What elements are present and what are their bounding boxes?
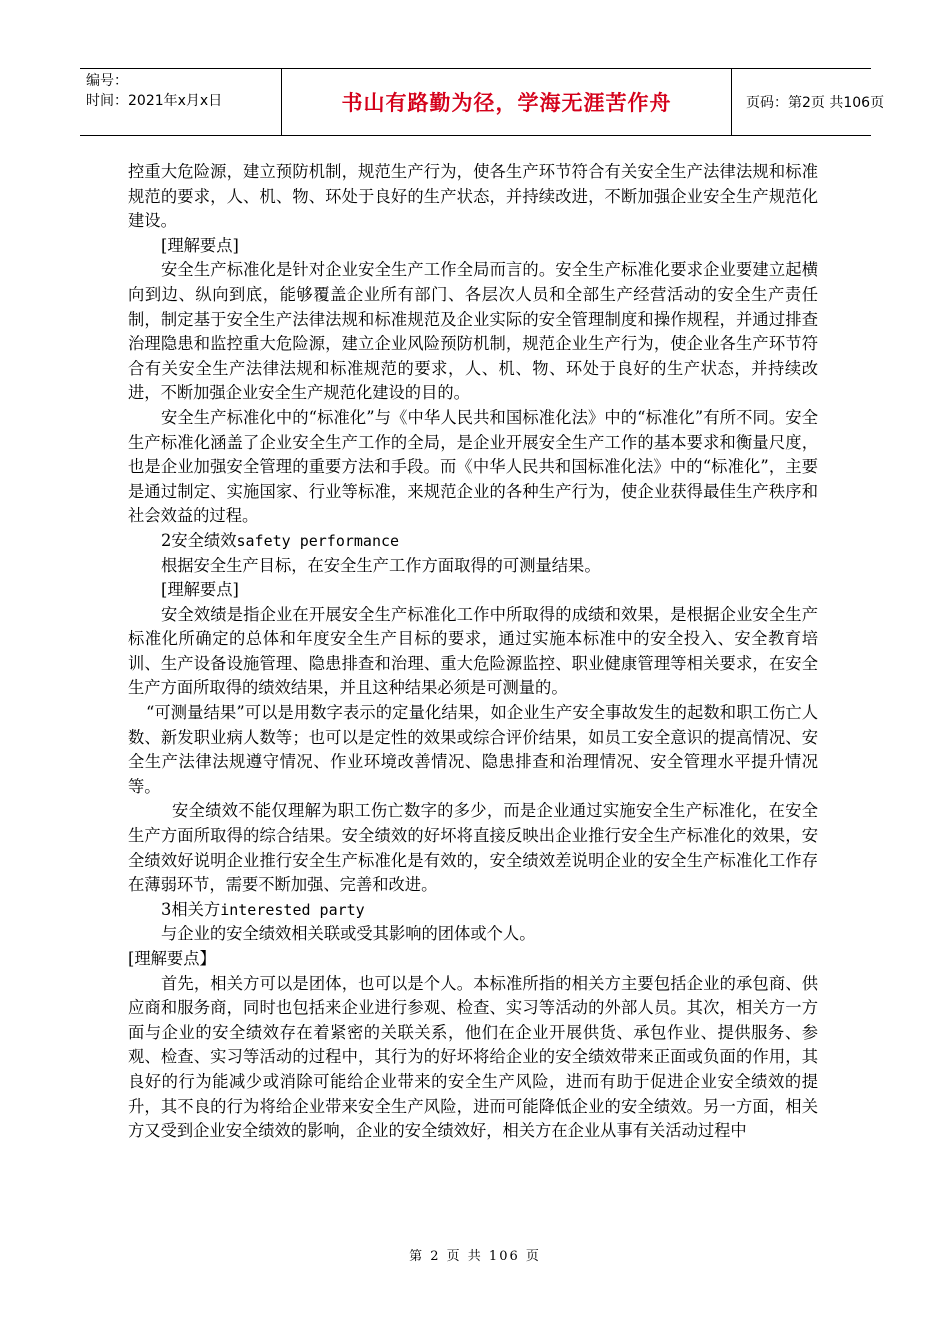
document-number-label: 编号： <box>86 73 128 89</box>
document-body <box>128 160 818 1144</box>
term-definition: 根据安全生产目标，在安全生产工作方面取得的可测量结果。 <box>161 555 601 575</box>
page-footer: 第 2 页 共 106 页 <box>409 1249 541 1264</box>
header-motto: 书山有路勤为径，学海无涯苦作舟 <box>282 69 732 135</box>
term-definition: 与企业的安全绩效相关联或受其影响的团体或个人。 <box>161 924 536 944</box>
section-note-heading: [理解要点】 <box>128 949 216 968</box>
document-date: 时间：2021年x月x日 <box>86 93 223 109</box>
term-english: safety performance <box>236 531 400 550</box>
paragraph: 安全生产标准化中的“标准化”与《中华人民共和国标准化法》中的“标准化”有所不同。安全生产标准化涵盖了企业安全生产工作的全局，是企业开展安全生产工作的基本要求和衡量尺度，也是企业加强安全管理的重要方法和手段。而《中华人民共和国标准化法》中的“标准化”，主要是通过制定、实施国家、行业等标准，来规范企业的各种生产行为，使企业获得最佳生产秩序和社会效益的过程。 <box>128 407 818 526</box>
paragraph: 安全效绩是指企业在开展安全生产标准化工作中所取得的成绩和效果，是根据企业安全生产标准化所确定的总体和年度安全生产目标的要求，通过实施本标准中的安全投入、安全教育培训、生产设备设施管理、隐患排查和治理、重大危险源监控、职业健康管理等相关要求，在安全生产方面所取得的绩效结果，并且这种结果必须是可测量的。 <box>128 604 818 698</box>
term-title: 2安全绩效 <box>161 530 237 550</box>
paragraph: 安全生产标准化是针对企业安全生产工作全局而言的。安全生产标准化要求企业要建立起横向到边、纵向到底，能够覆盖企业所有部门、各层次人员和全部生产经营活动的安全生产责任制，制定基于安全生产法律法规和标准规范及企业实际的安全管理制度和操作规程，并通过排查治理隐患和监控重大危险源，建立企业风险预防机制，规范企业生产行为，使企业各生产环节符合有关安全生产法律法规和标准规范的要求，人、机、物、环处于良好的生产状态，并持续改进，不断加强企业安全生产规范化建设的目的。 <box>128 260 818 403</box>
term-heading <box>128 529 818 554</box>
header-page-info: 页码：第2页 共106页 <box>746 95 885 111</box>
term-english: interested party <box>220 900 365 919</box>
term-heading <box>128 898 818 923</box>
paragraph: 首先，相关方可以是团体，也可以是个人。本标准所指的相关方主要包括企业的承包商、供应商和服务商，同时也包括来企业进行参观、检查、实习等活动的外部人员。其次，相关方一方面与企业的安全绩效存在着紧密的关联关系，他们在企业开展供货、承包作业、提供服务、参观、检查、实习等活动的过程中，其行为的好坏将给企业的安全绩效带来正面或负面的作用，其良好的行为能减少或消除可能给企业带来的安全生产风险，进而有助于促进企业安全绩效的提升，其不良的行为将给企业带来安全生产风险，进而可能降低企业的安全绩效。另一方面，相关方又受到企业安全绩效的影响，企业的安全绩效好，相关方在企业从事有关活动过程中 <box>128 973 818 1141</box>
term-title: 3相关方 <box>161 899 221 919</box>
section-note-heading: [理解要点] <box>161 235 239 255</box>
page-header <box>80 68 885 136</box>
paragraph: 安全绩效不能仅理解为职工伤亡数字的多少，而是企业通过实施安全生产标准化，在安全生产方面所取得的综合结果。安全绩效的好坏将直接反映出企业推行安全生产标准化的效果，安全绩效好说明企业推行安全生产标准化是有效的，安全绩效差说明企业的安全生产标准化工作存在薄弱环节，需要不断加强、完善和改进。 <box>128 801 818 895</box>
paragraph: “可测量结果”可以是用数字表示的定量化结果，如企业生产安全事故发生的起数和职工伤亡人数、新发职业病人数等；也可以是定性的效果或综合评价结果，如员工安全意识的提高情况、安全生产法律法规遵守情况、作业环境改善情况、隐患排查和治理情况、安全管理水平提升情况等。 <box>128 703 818 796</box>
header-meta <box>80 69 282 135</box>
paragraph: 控重大危险源，建立预防机制，规范生产行为，使各生产环节符合有关安全生产法律法规和标准规范的要求，人、机、物、环处于良好的生产状态，并持续改进，不断加强企业安全生产规范化建设。 <box>128 162 818 231</box>
section-note-heading: [理解要点] <box>161 580 239 600</box>
